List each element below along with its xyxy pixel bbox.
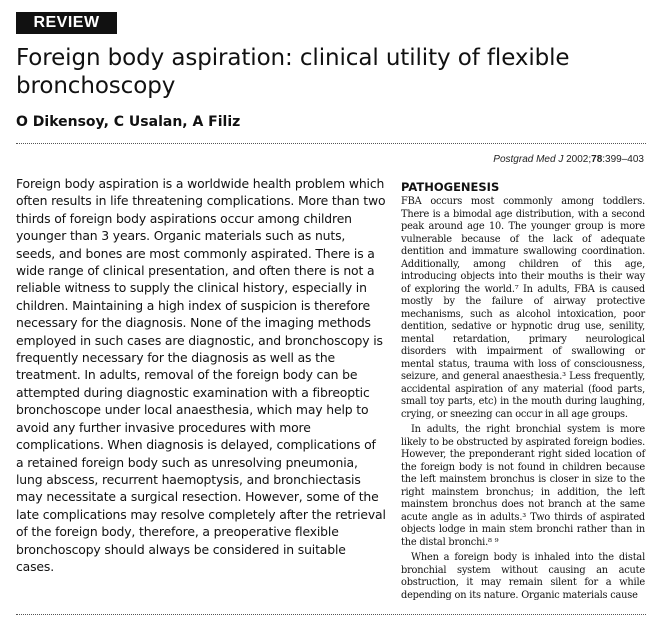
pathogenesis-section	[401, 180, 645, 602]
pathogenesis-paragraph-1: FBA occurs most commonly among toddlers. There is a bimodal age distribution, with a second peak around age 10. The younger group is more vulnerable because of the lack of adequate dentition and immature swallowing coordination. Additionally, among children of this age, introducing objects into their mouths is their way of exploring the world.⁷ In adults, FBA is caused mostly by the failure of airway protective mechanisms, such as alcohol intoxication, poor dentition, sedative or hypnotic drug use, senility, mental retardation, primary neurological disorders with impairment of swallowing or mental status, trauma with loss of consciousness, seizure, and general anaesthesia.³ Less frequently, accidental aspiration of any material (food parts, small toy parts, etc) in the mouth during laughing, crying, or sneezing can occur in all age groups.	[401, 196, 645, 420]
journal-citation	[493, 154, 644, 165]
pathogenesis-heading: PATHOGENESIS	[401, 180, 500, 194]
top-dotted-rule	[16, 143, 646, 144]
pathogenesis-paragraph-2: In adults, the right bronchial system is more likely to be obstructed by aspirated foreign bodies. However, the preponderant right sided location of the foreign body is not found in children because the left mainstem bronchus is closer in size to the right mainstem bronchus; in addition, the left mainstem bronchus does not branch at the same acute angle as in adults.³ Two thirds of aspirated objects lodge in main stem bronchi rather than in the distal bronchi.⁸ ⁹	[401, 424, 645, 548]
journal-name: Postgrad Med J	[493, 154, 564, 165]
pathogenesis-paragraph-3: When a foreign body is inhaled into the distal bronchial system without causing an acute obstruction, it may remain silent for a while depending on its nature. Organic materials cause	[401, 552, 645, 601]
citation-volume: 78	[591, 154, 603, 165]
citation-year: 2002;	[566, 154, 592, 165]
citation-pages: :399–403	[602, 154, 644, 165]
article-title: Foreign body aspiration: clinical utility of flexible bronchoscopy	[16, 45, 570, 99]
abstract-text: Foreign body aspiration is a worldwide health problem which often results in life threatening complications. More than two thirds of foreign body aspirations occur among children younger than 3 years. Organic materials such as nuts, seeds, and bones are most commonly aspirated. There is a wide range of clinical presentation, and often there is not a reliable witness to supply the clinical history, especially in children. Maintaining a high index of suspicion is therefore necessary for the diagnosis. None of the imaging methods employed in such cases are diagnostic, and bronchoscopy is frequently necessary for the diagnosis as well as the treatment. In adults, removal of the foreign body can be attempted during diagnostic examination with a fibreoptic bronchoscope under local anaesthesia, which may help to avoid any further invasive procedures with more complications. When diagnosis is delayed, complications of a retained foreign body such as unresolving pneumonia, lung abscess, recurrent haemoptysis, and bronchiectasis may necessitate a surgical resection. However, some of the late complications may resolve completely after the retrieval of the foreign body, therefore, a preoperative flexible bronchoscopy should always be considered in suitable cases.	[16, 176, 386, 574]
review-badge: REVIEW	[16, 12, 117, 34]
bottom-dotted-rule	[16, 614, 646, 615]
author-list: O Dikensoy, C Usalan, A Filiz	[16, 114, 241, 130]
